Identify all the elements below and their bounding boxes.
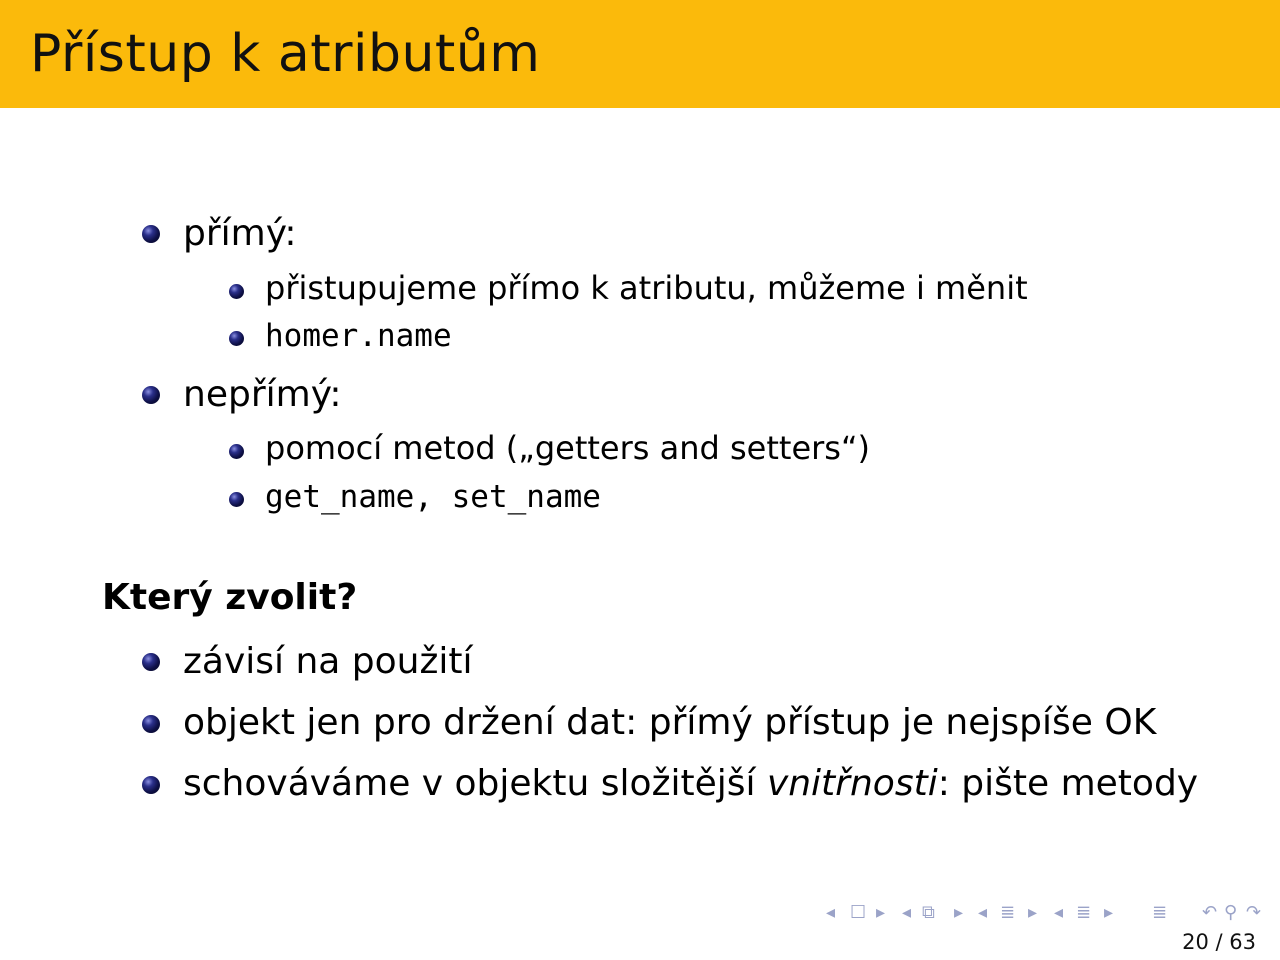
direct-item-2: homer.name [265,318,452,354]
nav-next-icon[interactable]: ▸ [1028,902,1038,923]
page-number: 20 / 63 [1182,930,1256,954]
sub-bullet-icon [229,284,244,299]
indirect-item-1: pomocí metod („getters and setters“) [265,429,871,467]
nav-next-icon[interactable]: ▸ [1104,902,1114,923]
bullet-icon [142,653,160,671]
answer-3-end: : pište metody [937,763,1199,804]
beamer-navigation [826,901,1270,925]
answer-2: objekt jen pro držení dat: přímý přístup je nejspíše OK [183,702,1157,743]
slide-header [0,0,1280,108]
section-icon[interactable]: ≣ [1076,902,1092,923]
frame-icon[interactable]: ☐ [850,902,867,923]
answer-3-start: schováváme v objektu složitější [183,763,767,804]
toc-icon[interactable]: ≣ [1152,902,1168,923]
indirect-item-2: get_name, set_name [265,479,601,515]
nav-prev-icon[interactable]: ◂ [902,902,912,923]
subsection-icon[interactable]: ⧉ [922,902,935,923]
bullet-icon [142,225,160,243]
sub-bullet-icon [229,492,244,507]
answer-1: závisí na použití [183,641,473,682]
slide-title: Přístup k atributům [30,24,541,84]
section-icon[interactable]: ≣ [1000,902,1016,923]
bullet-icon [142,386,160,404]
nav-prev-icon[interactable]: ◂ [978,902,988,923]
direct-label: přímý: [183,213,297,254]
nav-next-icon[interactable]: ▸ [876,902,886,923]
indirect-label: nepřímý: [183,374,342,415]
direct-item-1: přistupujeme přímo k atributu, můžeme i měnit [265,269,1028,307]
search-icon[interactable]: ⚲ [1224,902,1238,923]
bullet-icon [142,776,160,794]
sub-bullet-icon [229,444,244,459]
nav-next-icon[interactable]: ▸ [954,902,964,923]
question-heading: Který zvolit? [102,577,358,618]
nav-prev-icon[interactable]: ◂ [826,902,836,923]
undo-icon[interactable]: ↶ [1202,902,1218,923]
sub-bullet-icon [229,331,244,346]
nav-prev-icon[interactable]: ◂ [1054,902,1064,923]
redo-icon[interactable]: ↷ [1246,902,1262,923]
answer-3-emphasis: vnitřnosti [766,763,938,804]
bullet-icon [142,715,160,733]
answer-3 [183,763,1199,804]
